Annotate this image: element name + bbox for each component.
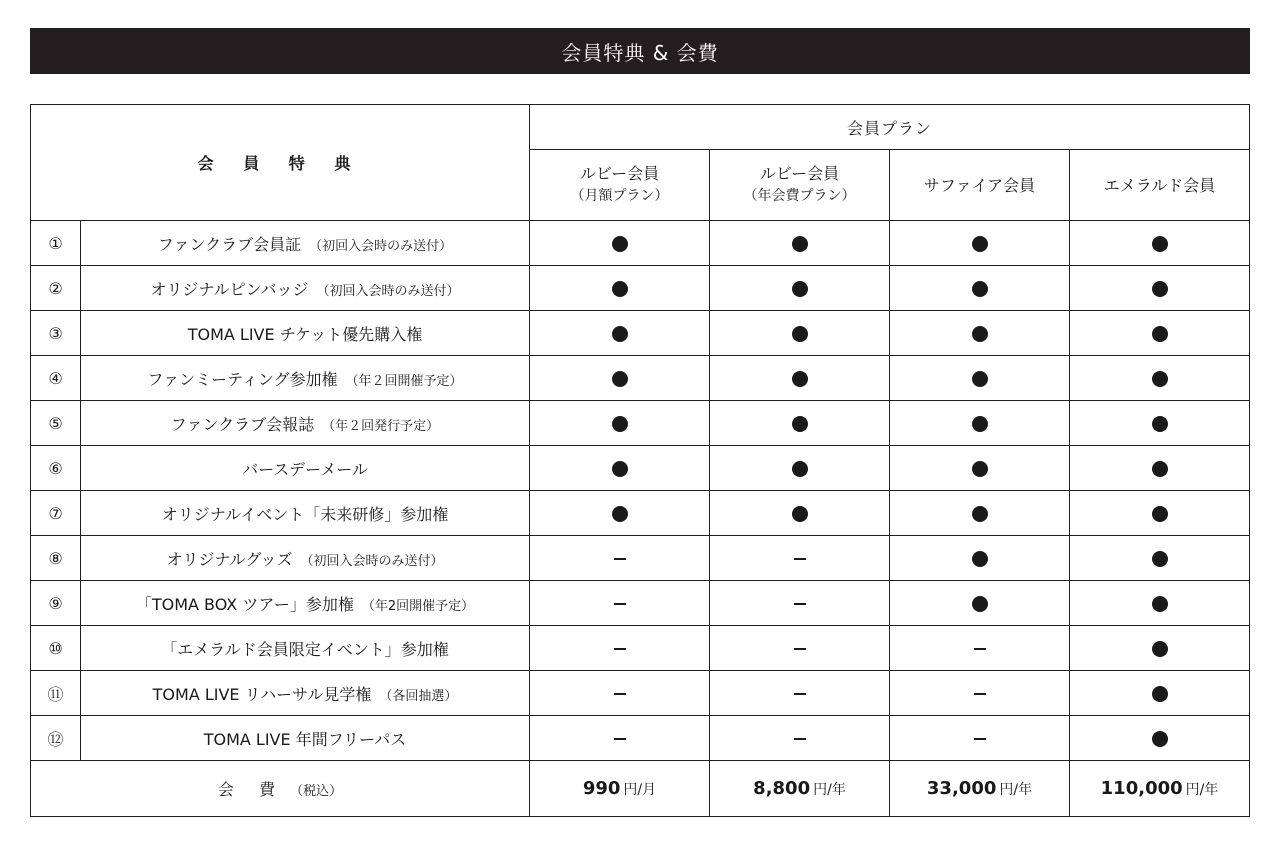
benefit-note: （年２回開催予定） <box>345 373 463 389</box>
benefit-number: ⑩ <box>31 626 81 671</box>
plan-name: エメラルド会員 <box>1103 175 1216 195</box>
availability-cell <box>530 671 710 716</box>
benefit-number: ⑤ <box>31 401 81 446</box>
availability-cell <box>1070 401 1250 446</box>
price-unit: 円/年 <box>1185 782 1219 798</box>
benefit-name-cell <box>81 671 530 716</box>
availability-cell <box>890 221 1070 266</box>
benefit-number: ③ <box>31 311 81 356</box>
availability-cell <box>1070 716 1250 761</box>
plan-name: サファイア会員 <box>923 175 1036 195</box>
included-dot-icon <box>1152 416 1168 432</box>
availability-cell <box>530 446 710 491</box>
availability-cell <box>710 626 890 671</box>
benefit-name: TOMA LIVE 年間フリーパス <box>203 729 407 749</box>
benefit-number: ⑧ <box>31 536 81 581</box>
included-dot-icon <box>612 236 628 252</box>
included-dot-icon <box>612 416 628 432</box>
not-included-dash-icon <box>794 693 806 695</box>
availability-cell <box>1070 626 1250 671</box>
availability-cell <box>530 581 710 626</box>
benefit-row <box>31 311 1250 356</box>
included-dot-icon <box>972 326 988 342</box>
included-dot-icon <box>612 506 628 522</box>
benefit-number: ⑦ <box>31 491 81 536</box>
availability-cell <box>710 401 890 446</box>
availability-cell <box>710 221 890 266</box>
price-amount: 33,000 <box>926 778 997 799</box>
availability-cell <box>710 266 890 311</box>
availability-cell <box>890 311 1070 356</box>
not-included-dash-icon <box>974 738 986 740</box>
benefit-name-cell <box>81 716 530 761</box>
included-dot-icon <box>1152 236 1168 252</box>
availability-cell <box>890 716 1070 761</box>
plans-header-row <box>31 105 1250 150</box>
availability-cell <box>710 491 890 536</box>
availability-cell <box>710 716 890 761</box>
included-dot-icon <box>972 236 988 252</box>
benefit-note: （各回抽選） <box>379 688 458 704</box>
included-dot-icon <box>972 416 988 432</box>
availability-cell <box>890 356 1070 401</box>
availability-cell <box>890 626 1070 671</box>
price-unit: 円/月 <box>623 782 657 798</box>
included-dot-icon <box>612 326 628 342</box>
included-dot-icon <box>792 416 808 432</box>
included-dot-icon <box>612 281 628 297</box>
availability-cell <box>710 581 890 626</box>
availability-cell <box>890 446 1070 491</box>
plan-header-ruby-annual <box>710 150 890 221</box>
not-included-dash-icon <box>614 603 626 605</box>
included-dot-icon <box>972 371 988 387</box>
included-dot-icon <box>792 371 808 387</box>
benefit-note: （初回入会時のみ送付） <box>309 238 453 254</box>
benefit-row <box>31 221 1250 266</box>
benefit-name-cell <box>81 266 530 311</box>
membership-benefits-table <box>30 104 1250 817</box>
benefit-name: TOMA LIVE チケット優先購入権 <box>187 324 423 344</box>
plan-subtitle: （月額プラン） <box>570 188 669 204</box>
fee-cell <box>530 761 710 817</box>
benefit-name: 「エメラルド会員限定イベント」参加権 <box>161 639 449 659</box>
included-dot-icon <box>972 596 988 612</box>
availability-cell <box>710 311 890 356</box>
availability-cell <box>890 491 1070 536</box>
not-included-dash-icon <box>794 648 806 650</box>
availability-cell <box>530 626 710 671</box>
not-included-dash-icon <box>974 648 986 650</box>
benefit-name-cell <box>81 491 530 536</box>
included-dot-icon <box>792 506 808 522</box>
plan-header-emerald <box>1070 150 1250 221</box>
price-amount: 110,000 <box>1100 778 1183 799</box>
included-dot-icon <box>612 371 628 387</box>
benefit-name: ファンクラブ会報誌 <box>170 414 315 434</box>
benefit-note: （初回入会時のみ送付） <box>316 283 460 299</box>
benefit-row <box>31 356 1250 401</box>
price-amount: 8,800 <box>753 778 811 799</box>
availability-cell <box>890 536 1070 581</box>
availability-cell <box>710 671 890 716</box>
availability-cell <box>1070 266 1250 311</box>
fee-label-cell <box>31 761 530 817</box>
not-included-dash-icon <box>794 558 806 560</box>
included-dot-icon <box>972 281 988 297</box>
plan-header-ruby-monthly <box>530 150 710 221</box>
fee-cell <box>1070 761 1250 817</box>
benefit-name: 「TOMA BOX ツアー」参加権 <box>135 594 354 614</box>
plan-name: ルビー会員 <box>759 164 840 183</box>
included-dot-icon <box>792 281 808 297</box>
price-amount: 990 <box>582 778 621 799</box>
fee-cell <box>890 761 1070 817</box>
included-dot-icon <box>1152 326 1168 342</box>
availability-cell <box>890 581 1070 626</box>
page-title: 会員特典 & 会費 <box>561 40 719 65</box>
plan-header-sapphire <box>890 150 1070 221</box>
benefit-name-cell <box>81 356 530 401</box>
benefit-row <box>31 671 1250 716</box>
not-included-dash-icon <box>614 558 626 560</box>
page-title-banner <box>30 28 1250 74</box>
availability-cell <box>530 311 710 356</box>
included-dot-icon <box>792 236 808 252</box>
fee-cell <box>710 761 890 817</box>
not-included-dash-icon <box>614 738 626 740</box>
included-dot-icon <box>1152 461 1168 477</box>
benefit-name-cell <box>81 581 530 626</box>
benefit-name: ファンクラブ会員証 <box>157 234 302 254</box>
availability-cell <box>530 401 710 446</box>
benefit-name-cell <box>81 311 530 356</box>
benefit-row <box>31 491 1250 536</box>
benefit-number: ⑥ <box>31 446 81 491</box>
benefit-number: ② <box>31 266 81 311</box>
plans-group-header <box>530 105 1250 150</box>
not-included-dash-icon <box>614 693 626 695</box>
benefit-name-cell <box>81 446 530 491</box>
benefits-header-label: 会 員 特 典 <box>197 154 363 173</box>
availability-cell <box>890 671 1070 716</box>
not-included-dash-icon <box>974 693 986 695</box>
benefit-number: ① <box>31 221 81 266</box>
included-dot-icon <box>1152 551 1168 567</box>
benefit-row <box>31 536 1250 581</box>
availability-cell <box>530 266 710 311</box>
plan-subtitle: （年会費プラン） <box>743 188 856 204</box>
benefit-row <box>31 716 1250 761</box>
availability-cell <box>710 446 890 491</box>
included-dot-icon <box>792 461 808 477</box>
fee-tax-note: （税込） <box>290 784 343 799</box>
included-dot-icon <box>1152 731 1168 747</box>
price-unit: 円/年 <box>999 782 1033 798</box>
availability-cell <box>1070 221 1250 266</box>
benefit-number: ④ <box>31 356 81 401</box>
benefit-name: オリジナルグッズ <box>166 549 293 569</box>
availability-cell <box>710 536 890 581</box>
fee-label: 会 費 <box>217 780 285 799</box>
benefit-note: （年2回開催予定） <box>361 598 475 614</box>
benefit-name-cell <box>81 221 530 266</box>
benefit-number: ⑨ <box>31 581 81 626</box>
benefit-name: TOMA LIVE リハーサル見学権 <box>152 684 372 704</box>
included-dot-icon <box>972 461 988 477</box>
included-dot-icon <box>1152 506 1168 522</box>
availability-cell <box>530 716 710 761</box>
fee-row <box>31 761 1250 817</box>
availability-cell <box>1070 536 1250 581</box>
included-dot-icon <box>1152 686 1168 702</box>
benefit-name-cell <box>81 401 530 446</box>
benefit-row <box>31 401 1250 446</box>
benefit-name: バースデーメール <box>242 459 368 479</box>
availability-cell <box>890 401 1070 446</box>
availability-cell <box>1070 356 1250 401</box>
availability-cell <box>1070 491 1250 536</box>
benefit-row <box>31 446 1250 491</box>
not-included-dash-icon <box>614 648 626 650</box>
included-dot-icon <box>1152 641 1168 657</box>
included-dot-icon <box>792 326 808 342</box>
included-dot-icon <box>612 461 628 477</box>
included-dot-icon <box>1152 371 1168 387</box>
benefit-name: オリジナルピンバッジ <box>150 279 309 299</box>
availability-cell <box>1070 446 1250 491</box>
availability-cell <box>1070 671 1250 716</box>
benefit-note: （年２回発行予定） <box>322 418 440 434</box>
benefit-name: オリジナルイベント「未来研修」参加権 <box>161 504 449 524</box>
included-dot-icon <box>972 551 988 567</box>
availability-cell <box>890 266 1070 311</box>
benefit-name-cell <box>81 626 530 671</box>
availability-cell <box>1070 311 1250 356</box>
availability-cell <box>710 356 890 401</box>
benefit-name-cell <box>81 536 530 581</box>
availability-cell <box>530 536 710 581</box>
included-dot-icon <box>1152 596 1168 612</box>
not-included-dash-icon <box>794 603 806 605</box>
benefit-number: ⑪ <box>31 671 81 716</box>
benefit-number: ⑫ <box>31 716 81 761</box>
availability-cell <box>530 491 710 536</box>
not-included-dash-icon <box>794 738 806 740</box>
availability-cell <box>530 221 710 266</box>
included-dot-icon <box>972 506 988 522</box>
benefit-note: （初回入会時のみ送付） <box>300 553 444 569</box>
benefit-name: ファンミーティング参加権 <box>147 369 338 389</box>
availability-cell <box>530 356 710 401</box>
plans-header-label: 会員プラン <box>847 118 933 138</box>
benefit-row <box>31 266 1250 311</box>
price-unit: 円/年 <box>813 782 846 798</box>
plan-name: ルビー会員 <box>579 164 660 183</box>
benefit-row <box>31 581 1250 626</box>
benefit-row <box>31 626 1250 671</box>
benefits-column-header <box>31 105 530 221</box>
included-dot-icon <box>1152 281 1168 297</box>
availability-cell <box>1070 581 1250 626</box>
